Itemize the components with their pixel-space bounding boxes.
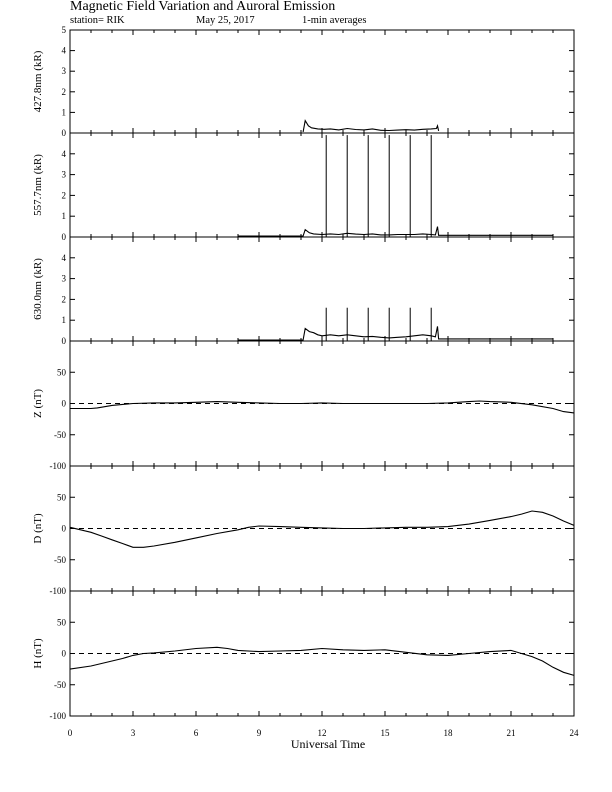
station-label: station= RIK [70,15,125,26]
panel-427 [32,25,574,138]
y-tick-label-D: -100 [49,586,66,596]
y-tick-label-427: 4 [61,45,66,56]
x-tick-label: 15 [380,728,390,738]
x-tick-label: 3 [130,728,136,738]
y-axis-label-Z: Z (nT) [32,388,44,419]
y-axis-label-630: 630.0nm (kR) [32,258,44,320]
series-line-427-1 [303,121,439,132]
x-tick-label: 24 [569,728,579,738]
y-tick-label-427: 0 [61,128,66,138]
y-axis-label-427: 427.8nm (kR) [32,50,44,113]
y-tick-label-427: 5 [61,25,66,35]
y-tick-label-427: 3 [61,66,66,77]
panels-group [32,25,574,721]
y-tick-label-630: 2 [61,294,66,305]
series-line-557-1 [238,227,553,236]
x-tick-label: 9 [256,728,262,738]
x-tick-label: 21 [506,728,516,738]
y-tick-label-557: 2 [61,190,66,201]
y-axis-label-H: H (nT) [32,638,44,669]
panel-frame-427 [70,30,574,133]
y-axis-label-D: D (nT) [32,513,44,544]
x-tick-label: 0 [67,728,73,738]
y-tick-label-D: 0 [61,523,66,534]
panel-frame-557 [70,133,574,237]
panel-557 [32,133,574,242]
y-tick-label-D: -50 [54,554,66,565]
y-tick-label-Z: 50 [57,367,66,378]
series-line-Z-0 [70,401,574,413]
y-tick-label-H: 0 [61,648,66,659]
y-tick-label-H: -50 [54,679,66,690]
y-tick-label-427: 2 [61,86,66,97]
y-tick-label-H: -100 [49,711,66,721]
averaging-label: 1-min averages [302,15,367,26]
x-axis-title: Universal Time [290,737,366,751]
panel-H [32,591,574,721]
x-tick-label: 6 [193,728,199,738]
series-line-H-0 [70,647,574,675]
panel-frame-630 [70,237,574,341]
x-tick-label: 12 [317,728,327,738]
y-tick-label-557: 4 [61,148,66,159]
figure-title: Magnetic Field Variation and Auroral Emission [70,0,336,14]
y-tick-label-Z: -50 [54,429,66,440]
panel-Z [32,341,574,471]
y-axis-label-557: 557.7nm (kR) [32,154,44,216]
y-tick-label-557: 3 [61,169,66,180]
y-tick-label-630: 3 [61,273,66,284]
y-tick-label-630: 0 [61,336,66,346]
y-tick-label-Z: 0 [61,398,66,409]
y-tick-label-D: 50 [57,492,66,503]
panel-D [32,466,574,596]
y-tick-label-427: 1 [61,107,66,118]
y-tick-label-Z: -100 [49,461,66,471]
y-tick-label-H: 50 [57,617,66,628]
y-tick-label-630: 4 [61,252,66,263]
x-tick-label: 18 [443,728,453,738]
y-tick-label-557: 0 [61,232,66,242]
panel-630 [32,237,574,346]
date-label: May 25, 2017 [196,15,255,26]
y-tick-label-557: 1 [61,211,66,222]
series-line-630-1 [238,326,553,340]
series-line-D-0 [70,511,574,547]
y-tick-label-630: 1 [61,315,66,326]
